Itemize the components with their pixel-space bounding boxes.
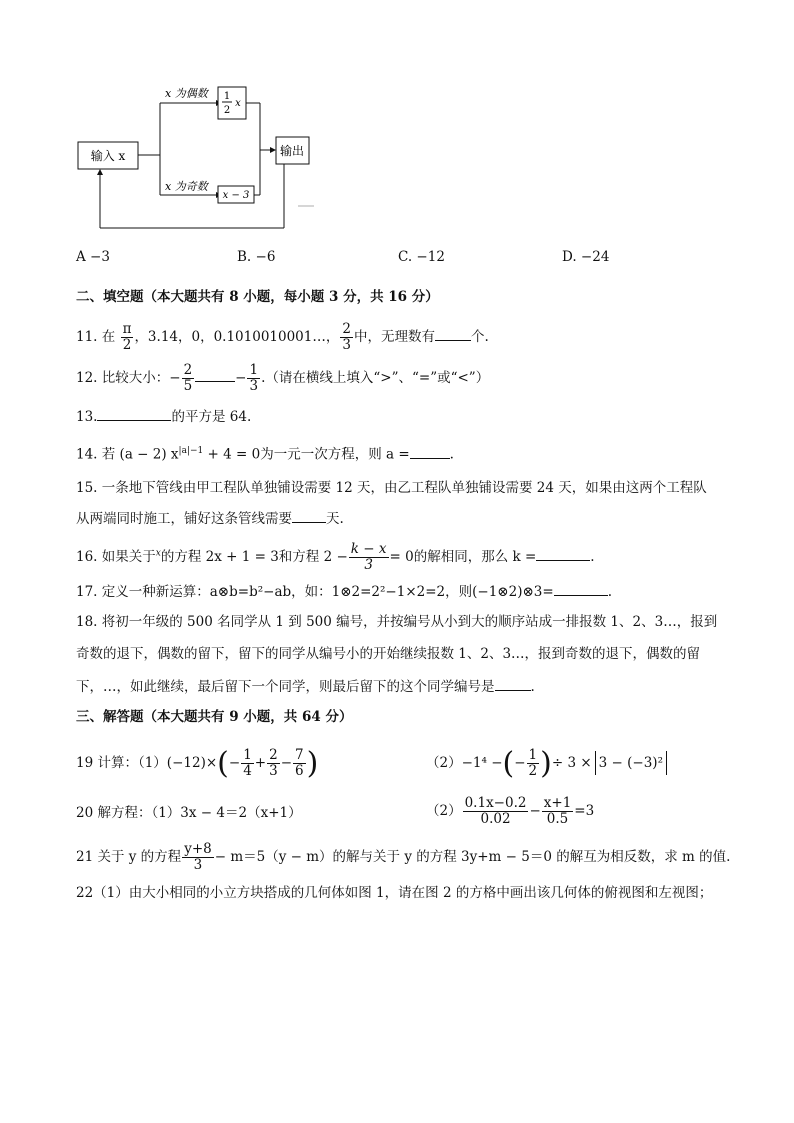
q13-blank[interactable]	[97, 406, 171, 421]
q13: 13. 的平方是 64.	[76, 406, 251, 427]
input-box-label: 输入 x	[90, 149, 126, 163]
q14: 14. 若 (a − 2) $x^{|a|-1} + 4 = 0$为一元一次方程，则 a = .	[76, 441, 454, 465]
q12: 12. 比较大小：− $\frac{2}{5}$ − $\frac{1}{3}$ .（请在横线上填入“>”、“=”或“<”）	[76, 362, 490, 394]
q18-line2: 奇数的退下，偶数的留下，留下的同学从编号小的开始继续报数 1、2、3…，报到奇数的退下，偶数的留	[76, 646, 701, 662]
even-box-var: x	[235, 98, 241, 109]
q17: 17. 定义一种新运算：a⊗b=b²−ab，如：1⊗2=2²−1×2=2，则(−1⊗2)⊗3= .	[76, 581, 612, 602]
section2-title: 二、填空题（本大题共有 8 小题，每小题 3 分，共 16 分）	[76, 289, 439, 305]
q22: 22（1）由大小相同的小立方块搭成的几何体如图 1，请在图 2 的方格中画出该几何体的俯视图和左视图；	[76, 885, 713, 901]
q18-line3: 下，…，如此继续，最后留下一个同学，则最后留下的这个同学编号是 .	[76, 676, 535, 697]
q18-blank[interactable]	[495, 676, 531, 691]
q15-line1: 15. 一条地下管线由甲工程队单独铺设需要 12 天，由乙工程队单独铺设需要 24 天，如果由这两个工程队	[76, 480, 707, 496]
q11: 11. 在 $\frac{\pi}{2}$ ，3.14，0，0.1010010001…， $\frac{2}{3}$ 中，无理数有 个.	[76, 321, 489, 353]
odd-box: x − 3	[222, 190, 250, 201]
choice-c: C. −12	[398, 249, 445, 265]
q19-part1: 19 计算：（1）(−12)×(− $\frac{1}{4}$ + $\frac{2}{3}$ − $\frac{7}{6}$ )	[76, 745, 319, 781]
q21: 21 关于 y 的方程 $\frac{y+8}{3}$ − m＝5（y − m）的解与关于 y 的方程 3y+m − 5＝0 的解互为相反数，求 m 的值.	[76, 841, 731, 873]
q11-blank[interactable]	[435, 326, 471, 341]
section3-title: 三、解答题（本大题共有 9 小题，共 64 分）	[76, 709, 353, 725]
q17-blank[interactable]	[554, 581, 608, 596]
even-box-num: 1	[223, 91, 231, 102]
q19-part2: （2）−1⁴ −(− $\frac{1}{2}$ )÷ 3 × 3 − (−3)²	[426, 748, 667, 779]
q14-blank[interactable]	[410, 444, 450, 459]
even-label: x 为偶数	[165, 87, 208, 100]
q15-line2: 从两端同时施工，铺好这条管线需要 天.	[76, 508, 344, 529]
output-box-label: 输出	[279, 144, 305, 158]
choice-b: B. −6	[237, 249, 276, 265]
q16-blank[interactable]	[536, 546, 590, 561]
odd-label: x 为奇数	[165, 180, 208, 193]
q18-line1: 18. 将初一年级的 500 名同学从 1 到 500 编号，并按编号从小到大的顺序站成一排报数 1、2、3…，报到	[76, 614, 718, 630]
q15-blank[interactable]	[292, 508, 326, 523]
q12-blank[interactable]	[195, 367, 235, 382]
q20-part1: 20 解方程：（1）3x − 4＝2（x+1）	[76, 805, 302, 821]
choice-a: A −3	[76, 249, 110, 265]
q20-part2: （2） $\frac{0.1x-0.2}{0.02}$ − $\frac{x+1}{0.5}$ =3	[426, 795, 595, 827]
q16: 16. 如果关于$^x$的方程 2x + 1 = 3和方程 2 − $\frac{k - x}{3}$ = 0的解相同，那么 k = .	[76, 541, 595, 573]
choice-d: D. −24	[562, 249, 610, 265]
flowchart	[70, 80, 330, 240]
even-box-den: 2	[223, 105, 231, 116]
